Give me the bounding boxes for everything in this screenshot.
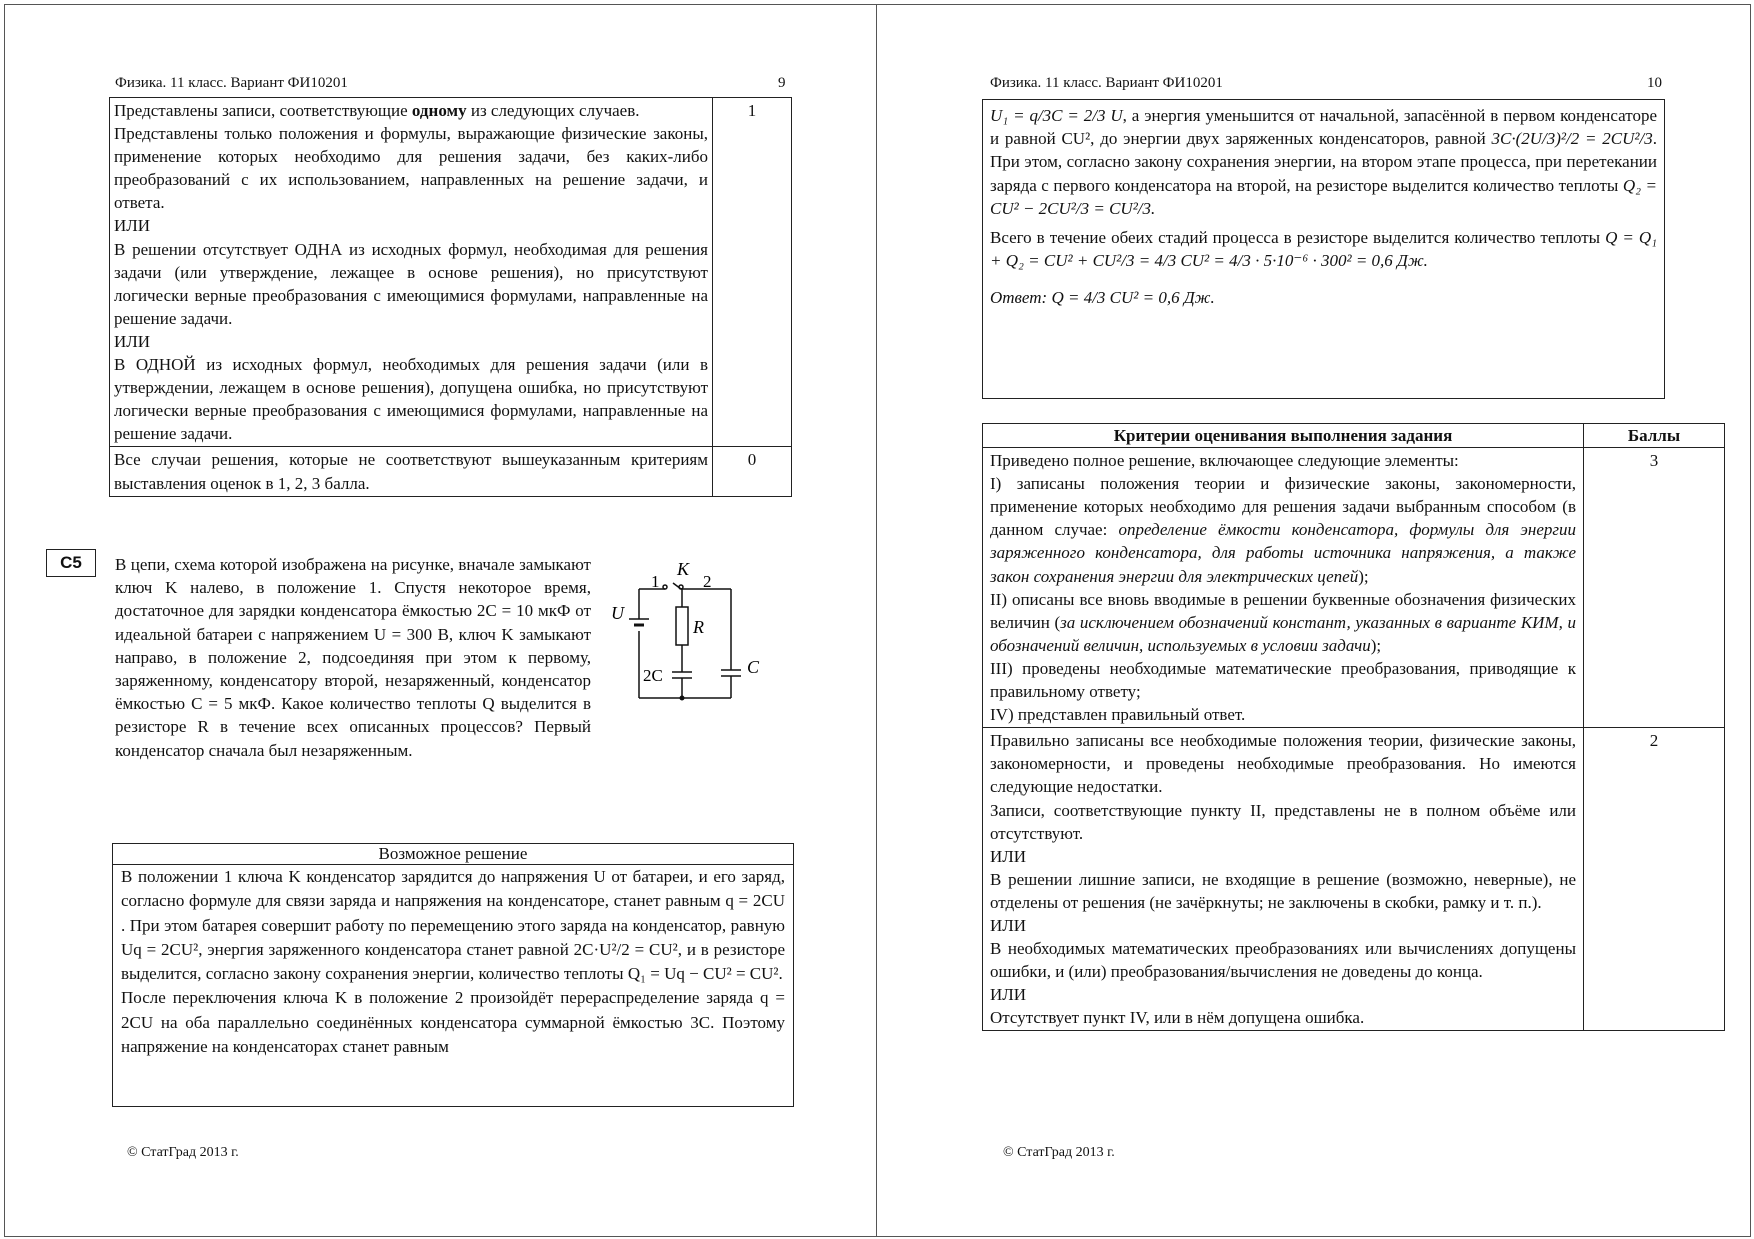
right-page [876,4,1751,1237]
or-label: ИЛИ [114,216,151,236]
score-cell: 0 [713,447,792,496]
criteria-column-header: Критерии оценивания выполнения задания [983,424,1584,448]
criteria-paragraph: IV) представлен правильный ответ. [990,705,1246,725]
solution-paragraph: В положении 1 ключа K конденсатор зарядится до напряжения U от батареи, и его заряд, согласно формуле для связи заряда и напряжения на конденсаторе, станет равным q = 2CU . При этом батарея совершит работу по перемещению этого заряда на конденсатор, равную Uq = 2CU², энергия заряженного конденсатора станет равной 2C·U²/2 = CU², и в резисторе выделится, согласно закону сохранения энергии, количество теплоты Q₁ = Uq − CU² = CU². [121,867,785,984]
or-label: ИЛИ [114,331,151,351]
or-label: ИЛИ [990,846,1027,866]
switch-label: K [677,559,690,579]
answer-value: Q = 4/3 CU² = 0,6 Дж. [1051,288,1215,308]
score-cell: 3 [1584,448,1725,728]
score-column-header: Баллы [1584,424,1725,448]
formula-energy: 3C·(2U/3)²/2 = 2CU²/3 [1491,129,1653,149]
criteria-paragraph: В решении отсутствует ОДНА из исходных формул, необходимая для решения задачи (или утверждение, лежащее в основе решения), но присутствуют логически верные преобразования с имеющимися формулами, направленные на решение задачи. [114,239,708,328]
criteria-table-continued [109,97,792,497]
solution-title: Возможное решение [112,843,794,865]
score-cell: 2 [1584,728,1725,1031]
criteria-paragraph: Представлены записи, соответствующие одному из следующих случаев. [114,101,640,120]
criteria-paragraph: В ОДНОЙ из исходных формул, необходимых для решения задачи (или в утверждении, лежащем в основе решения), допущена ошибка, но присутствуют логически верные преобразования с имеющимися формулами, направленные на решение задачи. [114,355,708,444]
criteria-table [982,423,1725,1031]
solution-paragraph: U₁ = q/3C = 2/3 U, а энергия уменьшится от начальной, запасённой в первом конденсаторе и равной CU², до энергии двух заряженных конденсаторов, равной 3C·(2U/3)²/2 = 2CU²/3. При этом, согласно закону сохранения энергии, на втором этапе процесса, при перетекании заряда с первого конденсатора на второй, на резисторе выделится количество теплоты Q₂ = CU² − 2CU²/3 = CU²/3. [990,106,1657,218]
capacitor-c-label: C [747,657,760,677]
criteria-paragraph: Приведено полное решение, включающее следующие элементы: [990,451,1459,471]
criteria-text-cell: Все случаи решения, которые не соответствуют вышеуказанным критериям выставления оценок в 1, 2, 3 балла. [110,447,713,496]
criteria-paragraph: Записи, соответствующие пункту II, представлены не в полном объёме или отсутствуют. [990,800,1576,843]
criteria-paragraph: В решении лишние записи, не входящие в решение (возможно, неверные), не отделены от решения (не зачёркнуты; не заключены в скобки, рамку и т. п.). [990,869,1576,912]
criteria-text-cell [983,448,1584,728]
criteria-paragraph: II) описаны все вновь вводимые в решении буквенные обозначения физических величин (за исключением обозначений констант, указанных в варианте КИМ, и обозначений величин, используемых в условии задачи); [990,589,1576,655]
criteria-paragraph: Отсутствует пункт IV, или в нём допущена ошибка. [990,1008,1365,1028]
task-label: C5 [46,549,96,577]
criteria-paragraph: В необходимых математических преобразованиях или вычислениях допущены ошибки, и (или) преобразования/вычисления не доведены до конца. [990,939,1576,982]
formula-q2: Q₂ = CU² − 2CU²/3 = CU²/3. [990,175,1657,218]
page-number: 10 [1647,75,1662,91]
copyright-footer: © СтатГрад 2013 г. [127,1145,239,1160]
solution-continued-box [982,99,1665,399]
formula-u1: U₁ = q/3C = 2/3 U [990,106,1123,125]
page-header: Физика. 11 класс. Вариант ФИ10201 [990,75,1223,91]
criteria-paragraph: Представлены только положения и формулы, выражающие физические законы, применение которых необходимо для решения задачи, без каких-либо преобразований с их использованием, направленных на решение задачи, и ответа. [114,124,708,213]
position-2-label: 2 [703,572,712,591]
solution-paragraph: Всего в течение обеих стадий процесса в резисторе выделится количество теплоты Q = Q₁ + Q₂ = CU² + CU²/3 = 4/3 CU² = 4/3 · 5·10⁻⁶ · 300² = 0,6 Дж. [990,228,1658,271]
resistor-label: R [693,617,704,637]
criteria-paragraph: I) записаны положения теории и физические законы, закономерности, применение которых необходимо для решения задачи выбранным способом (в данном случае: определение ёмкости конденсатора, формулы для энергии заряженного конденсатора, для работы источника напряжения, а также закон сохранения энергии для электрических цепей); [990,474,1576,586]
solution-paragraph: После переключения ключа K в положение 2 произойдёт перераспределение заряда q = 2CU на оба параллельно соединённых конденсатора суммарной ёмкостью 3C. Поэтому напряжение на конденсаторах станет равным [121,988,785,1057]
page-header: Физика. 11 класс. Вариант ФИ10201 [115,75,348,91]
circuit-diagram [605,557,775,707]
criteria-row-score-0 [110,447,792,496]
position-1-label: 1 [651,572,660,591]
voltage-label: U [611,603,624,623]
solution-body [112,864,794,1107]
or-label: ИЛИ [990,985,1027,1005]
formula-total-heat: Q = Q₁ + Q₂ = CU² + CU²/3 = 4/3 CU² = 4/3 · 5·10⁻⁶ · 300² = 0,6 Дж. [990,228,1658,271]
criteria-row-score-3 [983,448,1725,728]
criteria-row-score-2 [983,728,1725,1031]
left-page [4,4,877,1237]
page-number: 9 [778,75,786,91]
criteria-paragraph: III) проведены необходимые математические преобразования, приводящие к правильному ответу; [990,658,1576,702]
task-text: В цепи, схема которой изображена на рисунке, вначале замыкают ключ K налево, в положение 1. Спустя некоторое время, достаточное для зарядки конденсатора ёмкостью 2C = 10 мкФ от идеальной батареи с напряжением U = 300 В, ключ K замыкают направо, в положение 2, подсоединяя при этом к первому, заряженному, конденсатору второй, незаряженный, конденсатор ёмкостью C = 5 мкФ. Какое количество теплоты Q выделится в резисторе R в течение всех описанных процессов? Первый конденсатор сначала был незаряженным. [115,555,591,760]
criteria-text-cell [983,728,1584,1031]
criteria-text-cell [110,98,713,447]
score-cell: 1 [713,98,792,447]
capacitor-2c-label: 2C [643,666,663,685]
copyright-footer: © СтатГрад 2013 г. [1003,1145,1115,1160]
criteria-paragraph: Правильно записаны все необходимые положения теории, физические законы, закономерности, и проведены необходимые преобразования. Но имеются следующие недостатки. [990,731,1576,797]
answer-label: Ответ: [990,288,1048,308]
answer-line [990,286,1657,309]
criteria-header-row [983,424,1725,448]
criteria-row-score-1 [110,98,792,447]
or-label: ИЛИ [990,915,1027,935]
junction-dot [680,696,685,701]
